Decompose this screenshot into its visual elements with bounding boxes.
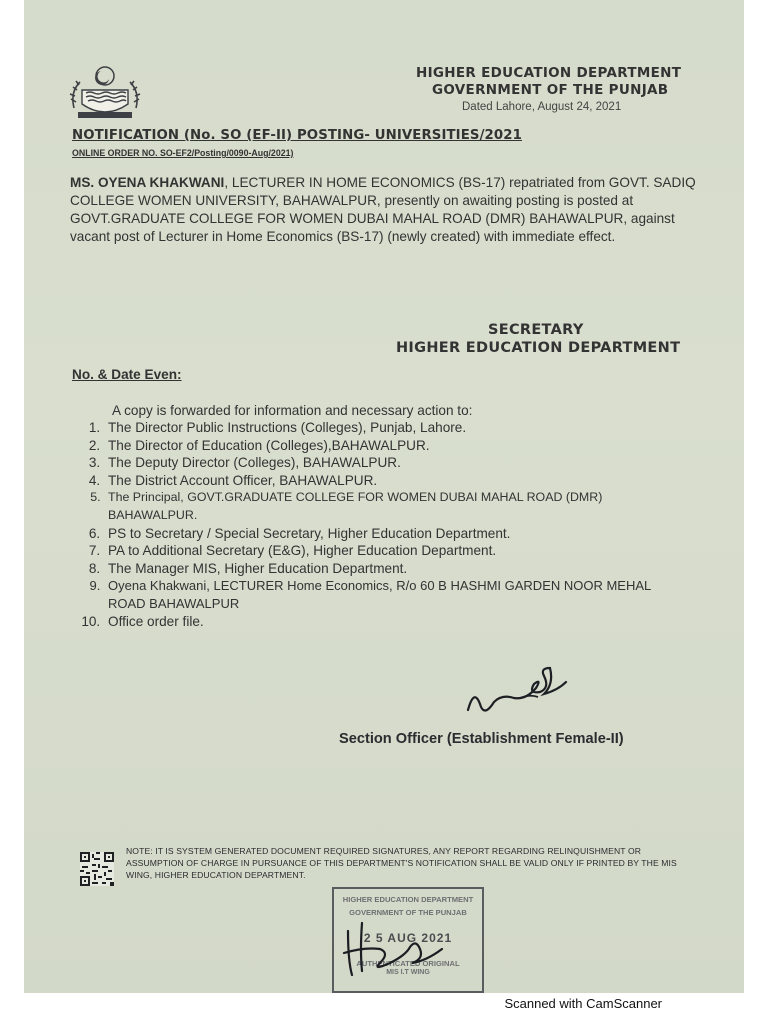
- stamp-line-1: HIGHER EDUCATION DEPARTMENT: [342, 895, 474, 904]
- list-item: 10. Office order file.: [104, 613, 684, 631]
- handwritten-signature: [460, 660, 600, 730]
- list-item: 1. The Director Public Instructions (Colleges), Punjab, Lahore.: [104, 419, 684, 437]
- list-item: 7. PA to Additional Secretary (E&G), Higher Education Department.: [104, 542, 684, 560]
- list-item: 8. The Manager MIS, Higher Education Department.: [104, 560, 684, 578]
- secretary-title: SECRETARY: [488, 322, 584, 338]
- list-item: 3. The Deputy Director (Colleges), BAHAWALPUR.: [104, 454, 684, 472]
- notification-body: [70, 174, 708, 246]
- stamp-line-3: AUTHENTICATED ORIGINAL: [356, 959, 460, 968]
- list-item: 4. The District Account Officer, BAHAWALPUR.: [104, 472, 684, 490]
- copy-recipient-list: [68, 419, 684, 630]
- stamp-line-4: MIS I.T WING: [386, 969, 430, 976]
- no-date-even-heading: No. & Date Even:: [72, 367, 182, 382]
- officer-name: MS. OYENA KHAKWANI: [70, 175, 225, 190]
- notification-title: NOTIFICATION (No. SO (EF-II) POSTING- UNIVERSITIES/2021: [72, 128, 522, 143]
- stamp-date: 2 5 AUG 2021: [363, 931, 453, 945]
- department-heading: HIGHER EDUCATION DEPARTMENT: [416, 65, 682, 81]
- punjab-emblem-logo: [66, 62, 144, 126]
- scanned-paper: [24, 0, 744, 993]
- list-item: 9. Oyena Khakwani, LECTURER Home Economics, R/o 60 B HASHMI GARDEN NOOR MEHAL ROAD BAHAWALPUR: [104, 577, 684, 612]
- copy-forward-intro: A copy is forwarded for information and necessary action to:: [112, 403, 473, 418]
- government-heading: GOVERNMENT OF THE PUNJAB: [432, 82, 669, 98]
- stamp-line-2: GOVERNMENT OF THE PUNJAB: [349, 908, 467, 917]
- list-item: 5. The Principal, GOVT.GRADUATE COLLEGE FOR WOMEN DUBAI MAHAL ROAD (DMR) BAHAWALPUR.: [104, 489, 684, 524]
- online-order-number: ONLINE ORDER NO. SO-EF2/Posting/0090-Aug/2021): [72, 148, 294, 158]
- dated-line: Dated Lahore, August 24, 2021: [462, 101, 622, 113]
- authentication-stamp: [332, 887, 484, 993]
- list-item: 2. The Director of Education (Colleges),BAHAWALPUR.: [104, 437, 684, 455]
- secretary-department: HIGHER EDUCATION DEPARTMENT: [396, 340, 681, 356]
- qr-code: [80, 852, 114, 886]
- scanner-watermark: Scanned with CamScanner: [504, 996, 662, 1011]
- section-officer-title: Section Officer (Establishment Female-II): [339, 731, 624, 747]
- body-text: , LECTURER IN HOME ECONOMICS (BS-17) repatriated from GOVT. SADIQ COLLEGE WOMEN UNIVERSITY, BAHAWALPUR, presently on awaiting posting is posted at GOVT.GRADUATE COLLEGE FOR WOMEN DUBAI MAHAL ROAD (DMR) BAHAWALPUR, against vacant post of Lecturer in Home Economics (BS-17) (newly created) with immediate effect.: [70, 175, 696, 244]
- list-item: 6. PS to Secretary / Special Secretary, Higher Education Department.: [104, 525, 684, 543]
- system-note: NOTE: IT IS SYSTEM GENERATED DOCUMENT REQUIRED SIGNATURES, ANY REPORT REGARDING RELINQUISHMENT OR ASSUMPTION OF CHARGE IN PURSUANCE OF THIS DEPARTMENT'S NOTIFICATION SHALL BE VALID ONLY IF PRINTED BY THE MIS WING, HIGHER EDUCATION DEPARTMENT.: [126, 846, 677, 880]
- stamp-signature: [338, 909, 458, 979]
